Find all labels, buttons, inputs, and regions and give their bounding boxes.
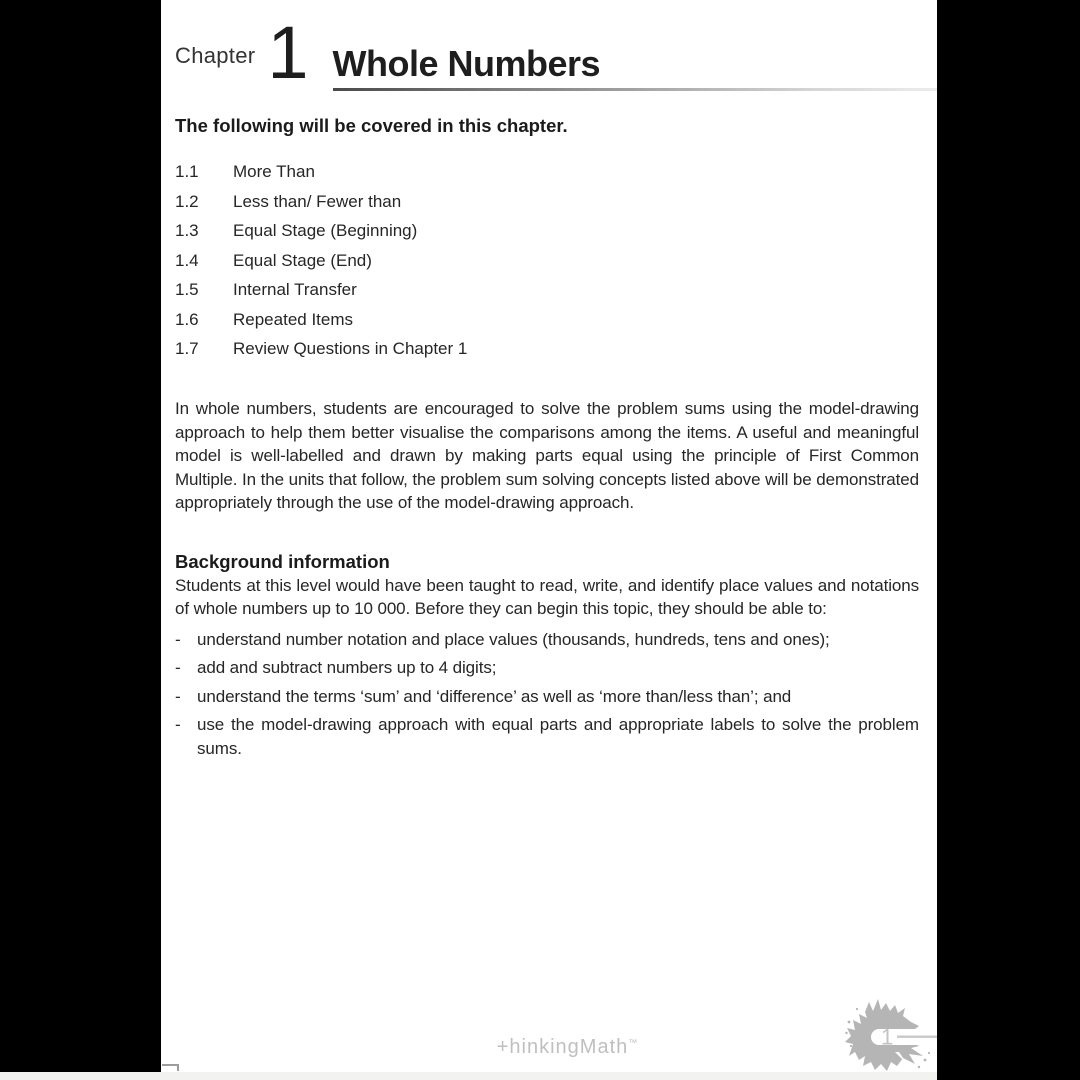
list-item [161, 628, 937, 652]
toc-item [161, 158, 937, 188]
toc-heading: The following will be covered in this chapter. [175, 114, 568, 136]
toc-item [161, 305, 937, 335]
page-number: 1 [881, 1024, 894, 1050]
toc-item-label: More Than [233, 162, 315, 182]
background-paragraph: Students at this level would have been taught to read, write, and identify place values and notations of whole numbers up to 10 000. Before they can begin this topic, they should be able to: [175, 575, 919, 619]
toc-item-label: Equal Stage (Beginning) [233, 221, 418, 241]
toc-item-number: 1.2 [175, 191, 199, 211]
toc-item-number: 1.6 [175, 309, 199, 329]
page-title: Whole Numbers [332, 43, 601, 85]
bullet-text: understand the terms ‘sum’ and ‘difference’ as well as ‘more than/less than’; and [197, 686, 792, 706]
bullet-dash: - [175, 658, 181, 678]
scan-bottom-strip [0, 1072, 937, 1080]
toc-list [161, 158, 937, 365]
chapter-header [161, 11, 937, 94]
toc-item-number: 1.1 [175, 162, 199, 182]
brand-wordmark: +hinkingMath [496, 1036, 629, 1058]
toc-item [161, 217, 937, 247]
trademark-symbol: ™ [628, 1037, 638, 1048]
bullet-dash: - [175, 686, 181, 706]
toc-item-label: Repeated Items [233, 309, 354, 329]
toc-item-label: Equal Stage (End) [233, 250, 372, 270]
toc-item-number: 1.5 [175, 280, 199, 300]
background-bullet-list [161, 628, 937, 761]
chapter-title-block [333, 44, 937, 91]
scan-corner-mark [162, 1064, 179, 1071]
bullet-text: use the model-drawing approach with equal parts and appropriate labels to solve the problem sums. [197, 715, 919, 758]
toc-item [161, 276, 937, 306]
toc-item [161, 335, 937, 365]
background-heading: Background information [175, 550, 390, 572]
toc-item-number: 1.7 [175, 339, 199, 359]
chapter-label: Chapter [175, 42, 256, 68]
title-underline [333, 88, 937, 91]
toc-item-label: Internal Transfer [233, 280, 357, 300]
page-number-splat [845, 998, 937, 1072]
toc-item [161, 187, 937, 217]
bullet-dash: - [175, 715, 181, 735]
bullet-text: understand number notation and place values (thousands, hundreds, tens and ones); [197, 629, 830, 649]
toc-item [161, 246, 937, 276]
intro-paragraph: In whole numbers, students are encouraged to solve the problem sums using the model-drawing approach to help them better visualise the comparisons among the items. A useful and meaningful model is well-labelled and drawn by making parts equal using the principle of First Common Multiple. In the units that follow, the problem sum solving concepts listed above will be demonstrated appropriately through the use of the model-drawing approach. [175, 399, 919, 513]
toc-item-number: 1.3 [175, 221, 199, 241]
bullet-text: add and subtract numbers up to 4 digits; [197, 658, 497, 678]
list-item [161, 656, 937, 680]
list-item [161, 713, 937, 760]
footer-brand [179, 1036, 955, 1059]
splat-icon [845, 998, 937, 1072]
document-page [161, 0, 937, 1072]
toc-item-label: Less than/ Fewer than [233, 191, 402, 211]
toc-item-label: Review Questions in Chapter 1 [233, 339, 468, 359]
page-number-line [897, 1036, 937, 1038]
chapter-number: 1 [267, 11, 309, 94]
list-item [161, 685, 937, 709]
toc-item-number: 1.4 [175, 250, 199, 270]
bullet-dash: - [175, 629, 181, 649]
